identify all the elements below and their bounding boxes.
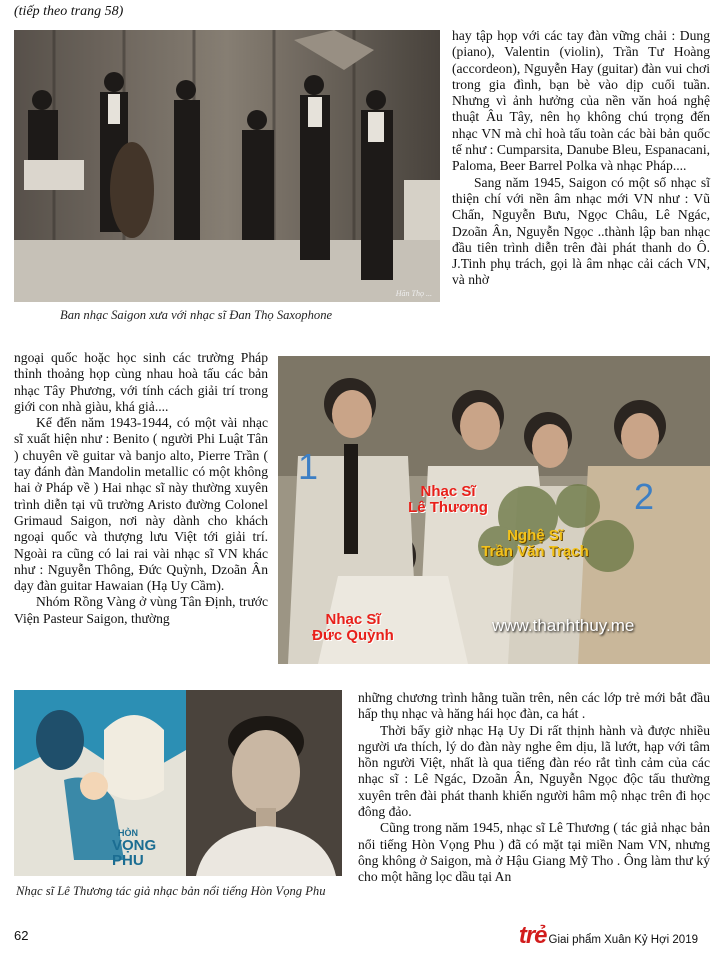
magazine-logo: trẻ [518, 922, 547, 949]
paragraph: hay tập họp với các tay đàn vững chải : Dung (piano), Valentin (violin), Trần Tư Hoàng (accordeon), Nguyễn Hay (guitar) đàn vui chơi trong gia đình, bạn bè vào dịp cuối tuần. Nhưng vì ảnh hưởng của nền văn hoá nghệ thuật Âu Tây, nên họ không chú trọng đến nhạc VN mà chỉ hoà tấu toàn các bài bản quốc tế như : Cumparsita, Danube Bleu, Espanacani, Paloma, Beer Barrel Polka và nhạc Pháp.... [452, 28, 710, 174]
le-thuong-portrait [186, 690, 342, 876]
paragraph: Cũng trong năm 1945, nhạc sĩ Lê Thương ( tác giả nhạc bản nổi tiếng Hòn Vọng Phu ) đã có mặt tại miền Nam VN, nhưng ông không ở Saigon, mà ở Hậu Giang Mỹ Tho . Ông làm thư ký cho một hãng lọc dầu tại An [358, 820, 710, 885]
photo-watermark: www.thanhthuy.me [492, 616, 635, 635]
artists-photo [278, 356, 710, 664]
portrait-art [186, 690, 342, 876]
label-tran-van-trach: Nghệ Sĩ Trần Văn Trạch [481, 527, 589, 560]
text-column-right-top [452, 28, 710, 289]
sheet-music-title-small: HÒN [118, 828, 138, 838]
continued-note: (tiếp theo trang 58) [14, 4, 124, 19]
label-duc-quynh: Nhạc Sĩ Đức Quỳnh [312, 611, 394, 644]
sheet-music-cover [14, 690, 186, 876]
band-photo-art [14, 30, 440, 302]
paragraph: những chương trình hằng tuần trên, nên các lớp trẻ mới bắt đầu hấp thụ nhạc và hăng hái học đàn, ca hát . [358, 690, 710, 722]
photo-number-2: 2 [634, 476, 655, 517]
paragraph: ngoại quốc hoặc học sinh các trường Pháp thỉnh thoảng họp cùng nhau hoà tấu các bản nhạc Tây Phương, với tính cách giải trí trong giới con nhà giàu, khá giả.... [14, 350, 268, 414]
paragraph: Sang năm 1945, Saigon có một số nhạc sĩ thiện chí với nền âm nhạc mới VN như : Vũ Chấn, Nguyễn Bưu, Ngọc Châu, Lê Ngác, Dzoãn Ân, Nguyễn Ngọc ..thành lập ban nhạc đầu tiên trình diễn trên đài phát thanh do Ô. J.Tinh phụ trách, gọi là âm nhạc cải cách VN, và nhờ [452, 174, 710, 288]
page-number: 62 [14, 928, 29, 943]
portrait-caption: Nhạc sĩ Lê Thương tác giả nhạc bản nổi tiếng Hòn Vọng Phu [16, 884, 326, 898]
label-le-thuong: Nhạc Sĩ Lê Thương [408, 483, 488, 516]
text-column-left-mid [14, 350, 268, 627]
band-photo-caption: Ban nhạc Saigon xưa với nhạc sĩ Đan Thọ Saxophone [60, 308, 333, 322]
footer-brand [519, 922, 698, 950]
band-photo [14, 30, 440, 302]
photo-number-1: 1 [298, 446, 319, 487]
sheet-music-title: VỌNG PHU [112, 837, 157, 869]
paragraph: Thời bấy giờ nhạc Hạ Uy Di rất thịnh hành và được nhiều người ưa thích, lý do đàn này nghe êm dịu, lã lướt, hạp với tâm hồn người Việt, nhất là qua tiếng đàn réo rắt tình cảm của các nhạc sĩ : Lê Ngác, Dzoãn Ân, Nguyễn Ngọc độc tấu thường xuyên trên đài phát thanh khiến người hâm mộ nhạc trên đi học đông đảo. [358, 722, 710, 820]
paragraph: Nhóm Rồng Vàng ở vùng Tân Định, trước Viện Pasteur Saigon, thường [14, 594, 268, 626]
photo-signature: Hãn Thọ ... [395, 289, 432, 298]
paragraph: Kể đến năm 1943-1944, có một vài nhạc sĩ xuất hiện như : Benito ( người Phi Luật Tân ) chuyên về guitar và banjo alto, Pierre Trần ( tay đánh đàn Mandolin metallic có một không hai ở Pháp về ) Hai nhạc sĩ này thường xuyên trình diễn tại vũ trường Aristo đường Colonel Grimaud Saigon, nơi này dành cho khách ngoại quốc và thượng lưu Việt tới giải trí. Ngoài ra cũng có lai rai vài nhạc sĩ VN khác như : Nguyễn Thông, Đức Quỳnh, Dzoãn Ân dạy đàn guitar Hawaian (Hạ Uy Cầm). [14, 415, 268, 594]
text-column-right-bottom [358, 690, 710, 886]
issue-title: Giai phẩm Xuân Kỷ Hợi 2019 [548, 934, 698, 946]
